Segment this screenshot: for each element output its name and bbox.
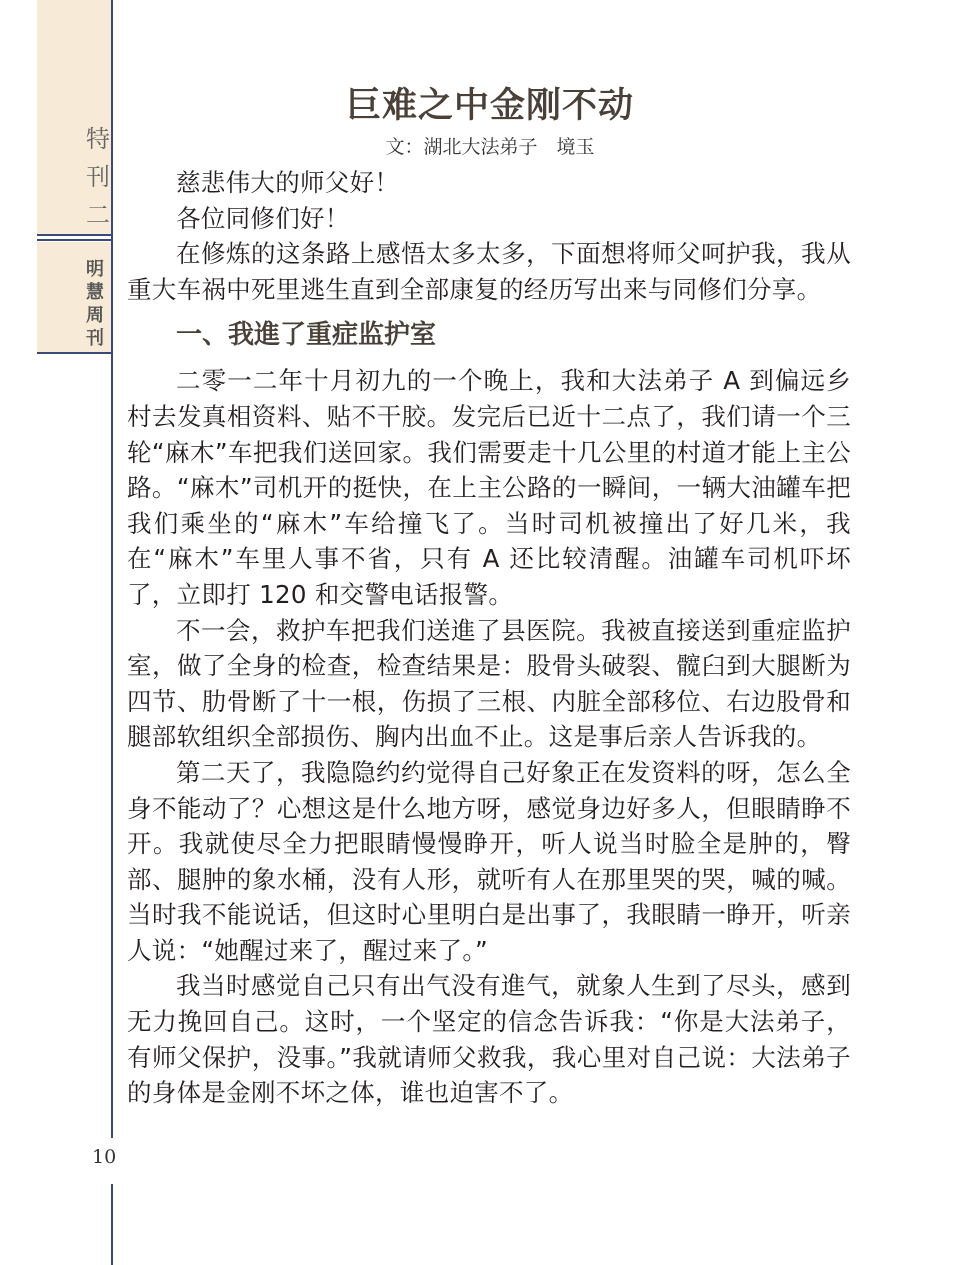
special-issue-label <box>78 120 118 234</box>
greeting: 各位同修们好！ <box>176 203 350 233</box>
weekly-char: 刊 <box>86 328 104 349</box>
article-byline: 文：湖北大法弟子 境玉 <box>385 136 595 158</box>
special-char: 二 <box>86 201 110 229</box>
side-rule <box>37 239 113 241</box>
intro-paragraph: 在修炼的这条路上感悟太多太多，下面想将师父呵护我，我从重大车祸中死里逃生直到全部康复的经历写出来与同修们分享。 <box>127 239 851 304</box>
side-rule <box>37 352 113 354</box>
side-rule <box>37 234 113 236</box>
weekly-char: 明 <box>86 259 104 280</box>
greeting: 慈悲伟大的师父好！ <box>176 168 400 197</box>
weekly-char: 慧 <box>86 282 104 303</box>
paragraph: 第二天了，我隐隐约约觉得自己好象正在发资料的呀，怎么全身不能动了？心想这是什么地方呀，感觉身边好多人，但眼睛睁不开。我就使尽全力把眼睛慢慢睁开，听人说当时脸全是肿的，臀部、腿肿的象水桶，没有人形，就听有人在那里哭的哭，喊的喊。当时我不能说话，但这时心里明白是出事了，我眼睛一睁开，听亲人说：“她醒过来了，醒过来了。” <box>127 757 851 965</box>
article-title: 巨难之中金刚不动 <box>345 86 634 126</box>
paragraph: 二零一二年十月初九的一个晚上，我和大法弟子 A 到偏远乡村去发真相资料、贴不干胶。发完后已近十二点了，我们请一个三轮“麻木”车把我们送回家。我们需要走十几公里的村道才能上主公路。“麻木”司机开的挺快，在上主公路的一瞬间，一辆大油罐车把我们乘坐的“麻木”车给撞飞了。当时司机被撞出了好几米，我在“麻木”车里人事不省，只有 A 还比较清醒。油罐车司机吓坏了，立即打 120 和交警电话报警。 <box>127 366 851 609</box>
weekly-label <box>80 258 110 350</box>
margin-line <box>111 1184 113 1265</box>
special-char: 刊 <box>86 163 110 191</box>
article-body <box>127 165 851 1111</box>
weekly-char: 周 <box>86 305 104 326</box>
paragraph: 不一会，救护车把我们送進了县医院。我被直接送到重症监护室，做了全身的检查，检查结果是：股骨头破裂、髋臼到大腿断为四节、肋骨断了十一根，伤损了三根、内脏全部移位、右边股骨和腿部软组织全部损伤、胸内出血不止。这是事后亲人告诉我的。 <box>127 615 851 752</box>
section-heading: 一、我進了重症监护室 <box>176 320 437 351</box>
page-number: 10 <box>92 1146 117 1168</box>
paragraph: 我当时感觉自己只有出气没有進气，就象人生到了尽头，感到无力挽回自己。这时，一个坚定的信念告诉我：“你是大法弟子，有师父保护，没事。”我就请师父救我，我心里对自己说：大法弟子的身体是金刚不坏之体，谁也迫害不了。 <box>127 971 851 1108</box>
special-char: 特 <box>86 125 110 153</box>
